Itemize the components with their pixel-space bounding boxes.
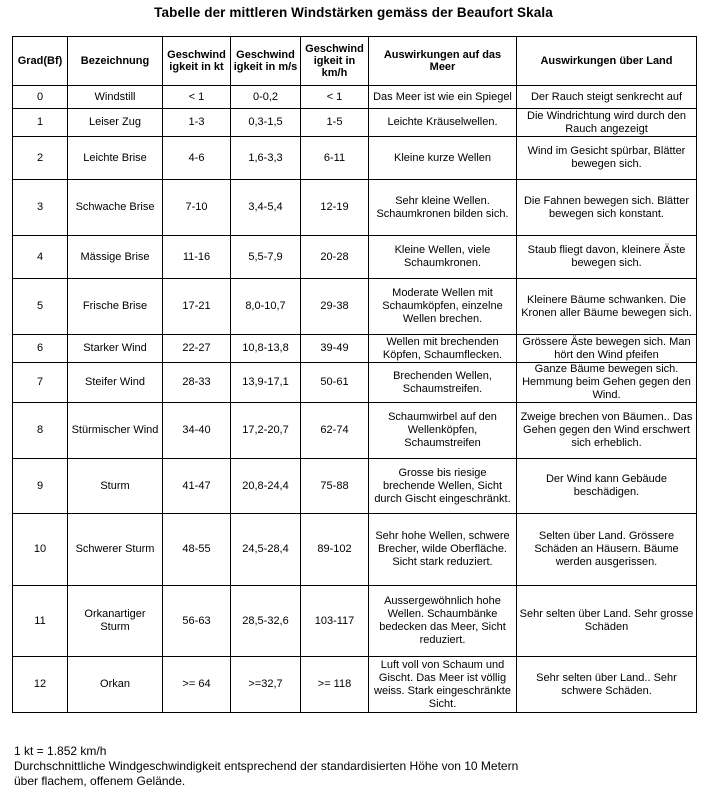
speed-kt-cell: 28-33 xyxy=(163,363,231,403)
footer-notes xyxy=(14,744,518,789)
speed-ms-cell: 1,6-3,3 xyxy=(231,137,301,180)
grade-cell: 8 xyxy=(13,403,68,459)
speed-ms-cell: 20,8-24,4 xyxy=(231,459,301,514)
table-row xyxy=(13,109,697,137)
land-effect-cell: Die Fahnen bewegen sich. Blätter bewegen sich konstant. xyxy=(517,180,697,236)
name-cell: Stürmischer Wind xyxy=(68,403,163,459)
speed-ms-cell: 17,2-20,7 xyxy=(231,403,301,459)
sea-effect-cell: Kleine Wellen, viele Schaumkronen. xyxy=(369,236,517,279)
land-effect-cell: Kleinere Bäume schwanken. Die Kronen aller Bäume bewegen sich. xyxy=(517,279,697,335)
land-effect-cell: Selten über Land. Grössere Schäden an Häusern. Bäume werden ausgerissen. xyxy=(517,514,697,586)
speed-ms-cell: >=32,7 xyxy=(231,657,301,713)
land-effect-cell: Der Rauch steigt senkrecht auf xyxy=(517,86,697,109)
sea-effect-cell: Sehr hohe Wellen, schwere Brecher, wilde Oberfläche. Sicht stark reduziert. xyxy=(369,514,517,586)
header-sea-effects: Auswirkungen auf das Meer xyxy=(369,37,517,86)
speed-kmh-cell: < 1 xyxy=(301,86,369,109)
name-cell: Schwerer Sturm xyxy=(68,514,163,586)
grade-cell: 1 xyxy=(13,109,68,137)
sea-effect-cell: Wellen mit brechenden Köpfen, Schaumflecken. xyxy=(369,335,517,363)
speed-kt-cell: 7-10 xyxy=(163,180,231,236)
header-land-effects: Auswirkungen über Land xyxy=(517,37,697,86)
speed-kmh-cell: 50-61 xyxy=(301,363,369,403)
grade-cell: 6 xyxy=(13,335,68,363)
name-cell: Frische Brise xyxy=(68,279,163,335)
speed-kt-cell: 4-6 xyxy=(163,137,231,180)
name-cell: Starker Wind xyxy=(68,335,163,363)
speed-kt-cell: 22-27 xyxy=(163,335,231,363)
land-effect-cell: Staub fliegt davon, kleinere Äste bewegen sich. xyxy=(517,236,697,279)
sea-effect-cell: Das Meer ist wie ein Spiegel xyxy=(369,86,517,109)
speed-kt-cell: 48-55 xyxy=(163,514,231,586)
table-row xyxy=(13,279,697,335)
name-cell: Leichte Brise xyxy=(68,137,163,180)
sea-effect-cell: Sehr kleine Wellen. Schaumkronen bilden sich. xyxy=(369,180,517,236)
table-row xyxy=(13,363,697,403)
speed-kmh-cell: 1-5 xyxy=(301,109,369,137)
grade-cell: 9 xyxy=(13,459,68,514)
sea-effect-cell: Moderate Wellen mit Schaumköpfen, einzelne Wellen brechen. xyxy=(369,279,517,335)
speed-kt-cell: 34-40 xyxy=(163,403,231,459)
footer-conversion-note: 1 kt = 1.852 km/h xyxy=(14,744,107,758)
speed-ms-cell: 0-0,2 xyxy=(231,86,301,109)
name-cell: Orkanartiger Sturm xyxy=(68,586,163,657)
table-row xyxy=(13,657,697,713)
table-row xyxy=(13,137,697,180)
grade-cell: 7 xyxy=(13,363,68,403)
sea-effect-cell: Leichte Kräuselwellen. xyxy=(369,109,517,137)
speed-ms-cell: 24,5-28,4 xyxy=(231,514,301,586)
table-row xyxy=(13,180,697,236)
sea-effect-cell: Aussergewöhnlich hohe Wellen. Schaumbänke bedecken das Meer, Sicht reduziert. xyxy=(369,586,517,657)
land-effect-cell: Wind im Gesicht spürbar, Blätter bewegen sich. xyxy=(517,137,697,180)
name-cell: Mässige Brise xyxy=(68,236,163,279)
speed-kmh-cell: 75-88 xyxy=(301,459,369,514)
sea-effect-cell: Schaumwirbel auf den Wellenköpfen, Schaumstreifen xyxy=(369,403,517,459)
speed-kmh-cell: 12-19 xyxy=(301,180,369,236)
table-row xyxy=(13,335,697,363)
land-effect-cell: Sehr selten über Land. Sehr grosse Schäden xyxy=(517,586,697,657)
speed-kmh-cell: 39-49 xyxy=(301,335,369,363)
speed-ms-cell: 0,3-1,5 xyxy=(231,109,301,137)
speed-kmh-cell: 6-11 xyxy=(301,137,369,180)
footer-terrain-note: über flachem, offenem Gelände. xyxy=(14,774,186,788)
speed-kt-cell: 1-3 xyxy=(163,109,231,137)
speed-kmh-cell: 29-38 xyxy=(301,279,369,335)
speed-kt-cell: >= 64 xyxy=(163,657,231,713)
name-cell: Sturm xyxy=(68,459,163,514)
land-effect-cell: Grössere Äste bewegen sich. Man hört den Wind pfeifen xyxy=(517,335,697,363)
land-effect-cell: Ganze Bäume bewegen sich. Hemmung beim Gehen gegen den Wind. xyxy=(517,363,697,403)
table-row xyxy=(13,514,697,586)
header-speed-kmh: Geschwind igkeit in km/h xyxy=(301,37,369,86)
speed-kt-cell: 17-21 xyxy=(163,279,231,335)
speed-kt-cell: 41-47 xyxy=(163,459,231,514)
grade-cell: 4 xyxy=(13,236,68,279)
name-cell: Leiser Zug xyxy=(68,109,163,137)
header-grade: Grad(Bf) xyxy=(13,37,68,86)
speed-ms-cell: 13,9-17,1 xyxy=(231,363,301,403)
land-effect-cell: Sehr selten über Land.. Sehr schwere Schäden. xyxy=(517,657,697,713)
grade-cell: 10 xyxy=(13,514,68,586)
speed-ms-cell: 10,8-13,8 xyxy=(231,335,301,363)
table-row xyxy=(13,586,697,657)
name-cell: Windstill xyxy=(68,86,163,109)
table-row xyxy=(13,86,697,109)
speed-kmh-cell: 62-74 xyxy=(301,403,369,459)
speed-ms-cell: 5,5-7,9 xyxy=(231,236,301,279)
land-effect-cell: Der Wind kann Gebäude beschädigen. xyxy=(517,459,697,514)
land-effect-cell: Die Windrichtung wird durch den Rauch angezeigt xyxy=(517,109,697,137)
grade-cell: 12 xyxy=(13,657,68,713)
speed-kmh-cell: >= 118 xyxy=(301,657,369,713)
header-speed-kt: Geschwind igkeit in kt xyxy=(163,37,231,86)
table-row xyxy=(13,236,697,279)
grade-cell: 2 xyxy=(13,137,68,180)
header-name: Bezeichnung xyxy=(68,37,163,86)
speed-kmh-cell: 89-102 xyxy=(301,514,369,586)
grade-cell: 3 xyxy=(13,180,68,236)
sea-effect-cell: Brechenden Wellen, Schaumstreifen. xyxy=(369,363,517,403)
name-cell: Steifer Wind xyxy=(68,363,163,403)
sea-effect-cell: Grosse bis riesige brechende Wellen, Sicht durch Gischt eingeschränkt. xyxy=(369,459,517,514)
grade-cell: 0 xyxy=(13,86,68,109)
speed-kmh-cell: 103-117 xyxy=(301,586,369,657)
speed-kt-cell: < 1 xyxy=(163,86,231,109)
table-row xyxy=(13,459,697,514)
sea-effect-cell: Kleine kurze Wellen xyxy=(369,137,517,180)
speed-kt-cell: 11-16 xyxy=(163,236,231,279)
header-row xyxy=(13,37,697,86)
speed-kt-cell: 56-63 xyxy=(163,586,231,657)
page-title: Tabelle der mittleren Windstärken gemäss der Beaufort Skala xyxy=(154,5,553,20)
name-cell: Orkan xyxy=(68,657,163,713)
header-speed-ms: Geschwind igkeit in m/s xyxy=(231,37,301,86)
speed-ms-cell: 28,5-32,6 xyxy=(231,586,301,657)
beaufort-table xyxy=(12,36,697,713)
speed-ms-cell: 3,4-5,4 xyxy=(231,180,301,236)
speed-ms-cell: 8,0-10,7 xyxy=(231,279,301,335)
sea-effect-cell: Luft voll von Schaum und Gischt. Das Meer ist völlig weiss. Stark eingeschränkte Sicht. xyxy=(369,657,517,713)
footer-height-note: Durchschnittliche Windgeschwindigkeit entsprechend der standardisierten Höhe von 10 Metern xyxy=(14,759,519,773)
land-effect-cell: Zweige brechen von Bäumen.. Das Gehen gegen den Wind erschwert sich erheblich. xyxy=(517,403,697,459)
name-cell: Schwache Brise xyxy=(68,180,163,236)
grade-cell: 5 xyxy=(13,279,68,335)
grade-cell: 11 xyxy=(13,586,68,657)
table-row xyxy=(13,403,697,459)
speed-kmh-cell: 20-28 xyxy=(301,236,369,279)
